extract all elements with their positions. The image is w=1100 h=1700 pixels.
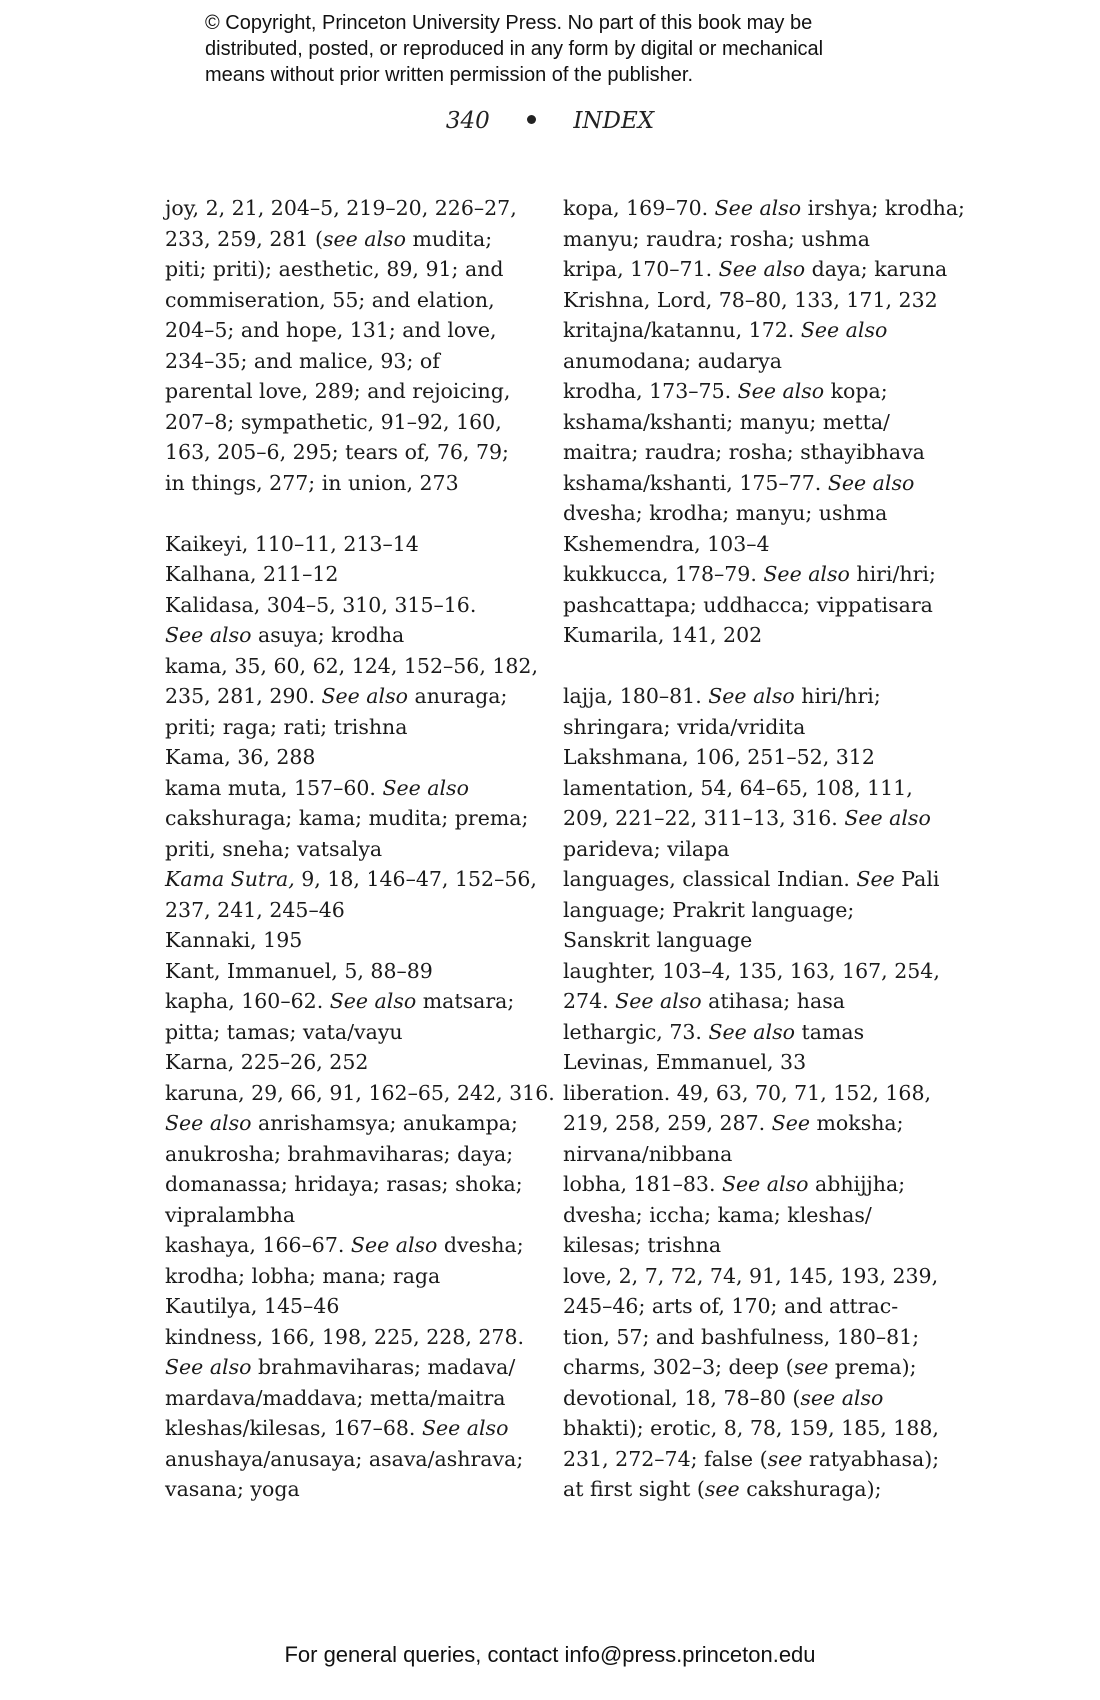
index-entry-line: Krishna, Lord, 78–80, 133, 171, 232 — [563, 287, 938, 312]
index-entry-line: lethargic, 73. See also tamas — [563, 1019, 865, 1044]
index-entry-line: kshama/kshanti; manyu; metta/ — [563, 409, 890, 434]
index-entry-line: vipralambha — [165, 1202, 296, 1227]
index-entry — [165, 864, 545, 925]
index-entry-line: kama, 35, 60, 62, 124, 152–56, 182, — [165, 653, 538, 678]
index-entry-line: parideva; vilapa — [563, 836, 730, 861]
index-entry-line: 219, 258, 259, 287. See moksha; — [563, 1111, 904, 1135]
index-entry-line: anushaya/anusaya; asava/ashrava; — [165, 1446, 524, 1471]
index-entry-line: languages, classical Indian. See Pali — [563, 867, 940, 891]
index-entry — [165, 529, 545, 560]
index-entry-line: kukkucca, 178–79. See also hiri/hri; — [563, 562, 936, 586]
index-entry — [165, 773, 545, 865]
index-entry-line: Kumarila, 141, 202 — [563, 623, 763, 647]
index-entry-line: 204–5; and hope, 131; and love, — [165, 318, 497, 342]
index-entry-line: tion, 57; and bashfulness, 180–81; — [563, 1324, 920, 1349]
index-entry-line: Kautilya, 145–46 — [165, 1294, 340, 1318]
index-entry-line: Lakshmana, 106, 251–52, 312 — [563, 745, 875, 769]
index-column-right — [563, 193, 965, 1505]
index-entry — [563, 620, 943, 651]
index-entry-line: kopa, 169–70. See also irshya; krodha; — [563, 196, 965, 220]
index-entry-line: joy, 2, 21, 204–5, 219–20, 226–27, — [165, 196, 517, 220]
index-entry — [563, 956, 943, 1017]
index-entry-line: 163, 205–6, 295; tears of, 76, 79; — [165, 440, 509, 464]
index-entry — [563, 864, 943, 956]
index-entry-line: kama muta, 157–60. See also — [165, 775, 469, 800]
index-entry — [563, 1169, 943, 1261]
index-entry-line: in things, 277; in union, 273 — [165, 470, 459, 495]
index-entry-line: karuna, 29, 66, 91, 162–65, 242, 316. — [165, 1080, 555, 1105]
index-entry-line: anukrosha; brahmaviharas; daya; — [165, 1141, 514, 1166]
index-entry-line: pitta; tamas; vata/vayu — [165, 1019, 403, 1044]
index-entry-line: Sanskrit language — [563, 928, 753, 952]
index-entry-line: love, 2, 7, 72, 74, 91, 145, 193, 239, — [563, 1263, 939, 1288]
index-entry-line: anumodana; audarya — [563, 348, 782, 373]
index-entry-line: domanassa; hridaya; rasas; shoka; — [165, 1172, 523, 1196]
index-entry-line: at first sight (see cakshuraga); — [563, 1477, 882, 1501]
index-entry-line: manyu; raudra; rosha; ushma — [563, 226, 870, 251]
index-entry-line: See also anrishamsya; anukampa; — [165, 1111, 518, 1135]
index-entry-line: Kama, 36, 288 — [165, 745, 316, 769]
letter-group-gap — [165, 498, 545, 529]
index-entry — [165, 1078, 555, 1231]
index-entry — [165, 925, 545, 956]
index-entry-line: 237, 241, 245–46 — [165, 897, 345, 922]
index-entry-line: Kant, Immanuel, 5, 88–89 — [165, 958, 433, 983]
index-entry-line: 209, 221–22, 311–13, 316. See also — [563, 806, 931, 830]
index-entry — [563, 285, 943, 316]
copyright-line: distributed, posted, or reproduced in any form by digital or mechanical — [205, 38, 824, 60]
index-entry-line: language; Prakrit language; — [563, 897, 855, 922]
index-entry-line: vasana; yoga — [165, 1477, 300, 1501]
index-entry-line: 245–46; arts of, 170; and attrac- — [563, 1294, 899, 1318]
copyright-line: means without prior written permission of the publisher. — [205, 64, 694, 86]
index-entry-line: Kaikeyi, 110–11, 213–14 — [165, 531, 419, 556]
index-entry — [563, 1017, 943, 1048]
index-entry-line: shringara; vrida/vridita — [563, 714, 806, 739]
index-entry-line: kapha, 160–62. See also matsara; — [165, 989, 515, 1013]
index-entry-line: parental love, 289; and rejoicing, — [165, 379, 511, 403]
copyright-line: © Copyright, Princeton University Press. No part of this book may be — [205, 12, 813, 34]
index-entry-line: See also brahmaviharas; madava/ — [165, 1355, 516, 1379]
index-entry — [165, 1230, 545, 1291]
index-entry-line: kilesas; trishna — [563, 1233, 722, 1257]
index-entry — [165, 742, 545, 773]
index-entry-line: 231, 272–74; false (see ratyabhasa); — [563, 1446, 940, 1471]
index-entry — [563, 468, 943, 529]
index-entry-line: pashcattapa; uddhacca; vippatisara — [563, 592, 933, 617]
index-entry — [165, 1291, 545, 1322]
index-entry-line: kshama/kshanti, 175–77. See also — [563, 470, 915, 495]
index-entry-line: Kalidasa, 304–5, 310, 315–16. — [165, 592, 477, 617]
index-entry-line: kindness, 166, 198, 225, 228, 278. — [165, 1324, 525, 1349]
page-number: 340 — [445, 108, 490, 134]
index-entry-line: piti; priti); aesthetic, 89, 91; and — [165, 257, 504, 281]
index-entry-line: cakshuraga; kama; mudita; prema; — [165, 806, 529, 830]
index-entry-line: lamentation, 54, 64–65, 108, 111, — [563, 775, 913, 800]
index-entry — [563, 559, 943, 620]
index-entry-line: Kalhana, 211–12 — [165, 562, 339, 586]
index-entry — [563, 1047, 943, 1078]
index-entry — [165, 651, 545, 743]
index-entry — [165, 193, 545, 498]
index-entry-line: dvesha; iccha; kama; kleshas/ — [563, 1202, 872, 1227]
index-entry-line: Karna, 225–26, 252 — [165, 1050, 369, 1074]
letter-group-gap — [563, 651, 943, 682]
index-entry-line: Levinas, Emmanuel, 33 — [563, 1050, 807, 1074]
index-entry — [563, 529, 943, 560]
index-entry-line: priti, sneha; vatsalya — [165, 836, 383, 861]
index-entry-line: Kannaki, 195 — [165, 928, 303, 952]
index-entry-line: 274. See also atihasa; hasa — [563, 989, 845, 1013]
index-entry-line: nirvana/nibbana — [563, 1141, 733, 1166]
index-entry-line: liberation. 49, 63, 70, 71, 152, 168, — [563, 1080, 932, 1105]
index-column-left — [165, 193, 555, 1505]
index-entry-line: 233, 259, 281 (see also mudita; — [165, 226, 493, 251]
index-entry-line: Kshemendra, 103–4 — [563, 531, 770, 556]
index-entry-line: mardava/maddava; metta/maitra — [165, 1385, 506, 1410]
index-entry-line: kleshas/kilesas, 167–68. See also — [165, 1416, 509, 1440]
index-entry-line: kripa, 170–71. See also daya; karuna — [563, 257, 948, 281]
index-entry-line: commiseration, 55; and elation, — [165, 287, 495, 312]
index-entry-line: charms, 302–3; deep (see prema); — [563, 1355, 917, 1379]
index-entry-line: 234–35; and malice, 93; of — [165, 348, 440, 373]
index-entry — [563, 315, 943, 376]
index-entry — [563, 1261, 943, 1505]
index-entry — [165, 559, 545, 590]
index-entry-line: priti; raga; rati; trishna — [165, 714, 408, 739]
index-entry — [165, 1322, 545, 1414]
index-entry — [165, 590, 545, 651]
index-entry — [563, 773, 943, 865]
footer-contact: For general queries, contact info@press.princeton.edu — [284, 1642, 816, 1667]
index-entry — [563, 742, 943, 773]
copyright-notice — [205, 10, 965, 88]
index-entry-line: dvesha; krodha; manyu; ushma — [563, 501, 888, 525]
index-entry-line: devotional, 18, 78–80 (see also — [563, 1385, 884, 1410]
index-entry-line: laughter, 103–4, 135, 163, 167, 254, — [563, 958, 940, 983]
index-entry — [563, 254, 948, 285]
index-entry-line: maitra; raudra; rosha; sthayibhava — [563, 440, 925, 464]
index-entry-line: lobha, 181–83. See also abhijjha; — [563, 1172, 906, 1196]
running-head — [0, 108, 1100, 134]
index-entry-line: kashaya, 166–67. See also dvesha; — [165, 1233, 524, 1257]
index-entry-line: 235, 281, 290. See also anuraga; — [165, 684, 508, 708]
index-entry-line: Kama Sutra, 9, 18, 146–47, 152–56, — [165, 867, 537, 891]
index-entry-line: kritajna/katannu, 172. See also — [563, 318, 888, 342]
index-entry — [563, 681, 943, 742]
index-entry — [165, 1413, 545, 1505]
index-entry — [563, 1078, 943, 1170]
bullet-separator — [527, 115, 536, 124]
index-entry — [563, 376, 943, 468]
index-entry-line: See also asuya; krodha — [165, 623, 405, 647]
index-entry — [165, 956, 545, 987]
index-entry — [563, 193, 965, 254]
index-entry-line: krodha; lobha; mana; raga — [165, 1263, 441, 1288]
index-entry — [165, 986, 545, 1047]
index-entry-line: bhakti); erotic, 8, 78, 159, 185, 188, — [563, 1416, 939, 1440]
index-entry — [165, 1047, 545, 1078]
index-entry-line: 207–8; sympathetic, 91–92, 160, — [165, 409, 502, 434]
index-entry-line: lajja, 180–81. See also hiri/hri; — [563, 684, 881, 708]
section-title: INDEX — [573, 108, 655, 134]
index-entry-line: krodha, 173–75. See also kopa; — [563, 379, 888, 403]
